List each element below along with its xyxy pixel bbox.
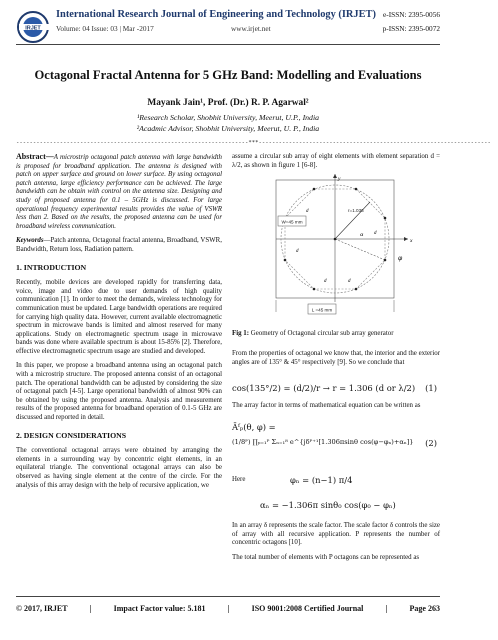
equation-2a: Āᶠₚ(θ, φ) = bbox=[232, 422, 276, 432]
w-label: W=45 mm bbox=[281, 219, 303, 225]
irjet-logo bbox=[16, 10, 52, 44]
equation-4: αₙ = −1.306π sinθ₀ cos(φ₀ − φₙ) bbox=[260, 500, 396, 510]
design-paragraph-1: The conventional octagonal arrays were obtained by arranging the elements in a surrounding way by concentric eight elements, in an equilateral triangle. The conventional octagonal arrays can also be observed as having single element at the centre of the circle. For the analysis of this array design with the help of recursive application, we bbox=[16, 447, 222, 489]
element-dot bbox=[355, 288, 358, 291]
caption-label: Fig 1: bbox=[232, 330, 250, 337]
page-footer bbox=[16, 604, 440, 613]
footer-iso: ISO 9001:2008 Certified Journal bbox=[251, 604, 364, 613]
element-dot bbox=[313, 188, 316, 191]
paper-authors: Mayank Jain¹, Prof. (Dr.) R. P. Agarwal² bbox=[147, 98, 309, 108]
l-label: L =45 mm bbox=[311, 307, 333, 313]
footer-impact-factor: Impact Factor value: 5.181 bbox=[113, 604, 206, 613]
footer-separator: | bbox=[89, 604, 92, 613]
footer-copyright: © 2017, IRJET bbox=[16, 604, 68, 613]
x-axis-label: x bbox=[410, 238, 413, 244]
element-dot bbox=[355, 188, 358, 191]
left-column bbox=[16, 153, 222, 496]
here-label: Here bbox=[232, 476, 246, 483]
figure-1-octagon-geometry bbox=[236, 174, 436, 324]
abstract-heading: Abstract— bbox=[16, 152, 54, 161]
total-elements-text: The total number of elements with P octagons can be represented as bbox=[232, 553, 420, 561]
footer-page-number: Page 263 bbox=[409, 604, 440, 613]
array-factor-text: The array factor in terms of mathematical equation can be written as bbox=[232, 402, 421, 409]
alpha-label: α bbox=[360, 232, 364, 238]
equation-3: φₙ = (n−1) π/4 bbox=[290, 475, 353, 485]
right-column-bottom bbox=[232, 522, 440, 568]
section-separator: ---------------------------------------------------------------------***--------------------------------------------------------------------- bbox=[16, 140, 491, 146]
abstract bbox=[16, 153, 222, 231]
element-dot bbox=[384, 217, 387, 220]
journal-website[interactable]: www.irjet.net bbox=[231, 24, 271, 33]
paper-title: Octagonal Fractal Antenna for 5 GHz Band: Modelling and Evaluations bbox=[34, 68, 422, 82]
x-axis-arrow bbox=[404, 237, 408, 241]
equation-1-number: (1) bbox=[425, 383, 437, 393]
header-divider bbox=[16, 44, 440, 45]
equation-2-number: (2) bbox=[425, 438, 437, 448]
octagon-properties-text: From the properties of octagonal we know that, the interior and the exterior angles are of 135° & 45° respectively [9]. So we conclude that bbox=[232, 350, 440, 366]
caption-text: Geometry of Octagonal circular sub array generator bbox=[249, 330, 394, 337]
footer-divider bbox=[16, 596, 440, 597]
design-heading: 2. DESIGN CONSIDERATIONS bbox=[16, 430, 127, 440]
d-label: d bbox=[324, 279, 327, 284]
footer-separator: | bbox=[227, 604, 230, 613]
p-issn: p-ISSN: 2395-0072 bbox=[382, 24, 440, 33]
element-dot bbox=[313, 288, 316, 291]
keywords bbox=[16, 237, 222, 254]
figure-caption bbox=[232, 330, 440, 339]
affiliation-1: ¹Research Scholar, Shobhit University, Meerut, U.P., India bbox=[136, 113, 320, 122]
affiliation-2: ²Acadmic Advisor, Shobhit University, Meerut, U. P., India bbox=[136, 124, 320, 133]
y-axis-arrow bbox=[333, 174, 337, 178]
r-label: r=1.036 bbox=[348, 208, 364, 213]
d-label: d bbox=[348, 279, 351, 284]
logo-text: IRJET bbox=[25, 25, 41, 32]
intro-paragraph-2: In this paper, we propose a broadband antenna using an octagonal patch with a microstrip structure. The proposed antenna consist of an octagonal patch. The operational bandwidth can be adjusted by considering the size of octagonal patch [4-5]. Large operational bandwidth of almost 90% can be obtained by using the proposed antenna. Analysis and measurement results of the proposed antenna for broadband operation of 0.1-5 GHz are discussed and reported in detail. bbox=[16, 362, 222, 422]
intro-paragraph-1: Recently, mobile devices are developed rapidly for transferring data, voice, image and video due to user demands of high quality communication [1]. In order to meet the demands, wireless technology for communication must be updated. Large bandwidth operations are required for carrying high quality data. However, current available electromagnetic spectrum in microwave bands is limited and almost reserved for many applications. Study on electromagnetic spectrum usage in microwave bands was done where available spectrum is about 15-85% [2]. Therefore, effective electromagnetic spectrum usage are studied and developed. bbox=[16, 279, 222, 355]
equation-2b: (1/8ᴾ) ∏ₚ₌₁ᴾ Σₙ₌₁⁸ e^{jδᴾ⁺¹[1.306πsinθ cos(φ−φₙ)+αₙ]} bbox=[232, 438, 414, 446]
volume-issue: Volume: 04 Issue: 03 | Mar -2017 bbox=[56, 24, 154, 33]
journal-header bbox=[16, 8, 440, 52]
phi-label: φ bbox=[398, 255, 403, 262]
d-label: d bbox=[296, 249, 299, 254]
right-column-intro: assume a circular sub array of eight elements with element separation d = λ/2, as shown in figure 1 [6-8]. bbox=[232, 153, 440, 169]
y-axis-label: y bbox=[338, 176, 341, 182]
keywords-text: —Patch antenna, Octagonal fractal antenna, Broadband, VSWR, Bandwidth, Return loss, Radiation pattern. bbox=[16, 237, 222, 253]
journal-name: International Research Journal of Engineering and Technology (IRJET) bbox=[56, 9, 376, 20]
d-label: d bbox=[374, 231, 377, 236]
scale-factor-text: In an array δ represents the scale factor. The scale factor δ controls the size of array with all recursive application. P represents the number of concentric octagons [10]. bbox=[232, 522, 440, 547]
d-label: d bbox=[306, 209, 309, 214]
element-dot bbox=[334, 238, 337, 241]
intro-heading: 1. INTRODUCTION bbox=[16, 262, 87, 272]
footer-separator: | bbox=[385, 604, 388, 613]
keywords-heading: Keywords bbox=[16, 237, 44, 245]
phi-line bbox=[335, 239, 385, 260]
equation-1: cos(135°/2) = (d/2)/r → r = 1.306 (d or λ/2) bbox=[232, 383, 416, 393]
element-dot bbox=[384, 259, 387, 262]
abstract-text: A microstrip octagonal patch antenna with large bandwidth is proposed for broadband application. The antenna is designed with patch on upper surface and ground on lower surface. By using octagonal patch antenna, large efficiency performance can be achieved. The large bandwidth can be obtain with control on the antenna size. Designing and study of proposed antenna for 0.1 – 5GHz is discussed. For large operational frequency experimental results provides the value of VSWR less than 2. Based on the results, the proposed antenna can be used for broadband wireless communication. bbox=[16, 154, 222, 230]
e-issn: e-ISSN: 2395-0056 bbox=[383, 10, 440, 19]
element-dot bbox=[284, 259, 287, 262]
